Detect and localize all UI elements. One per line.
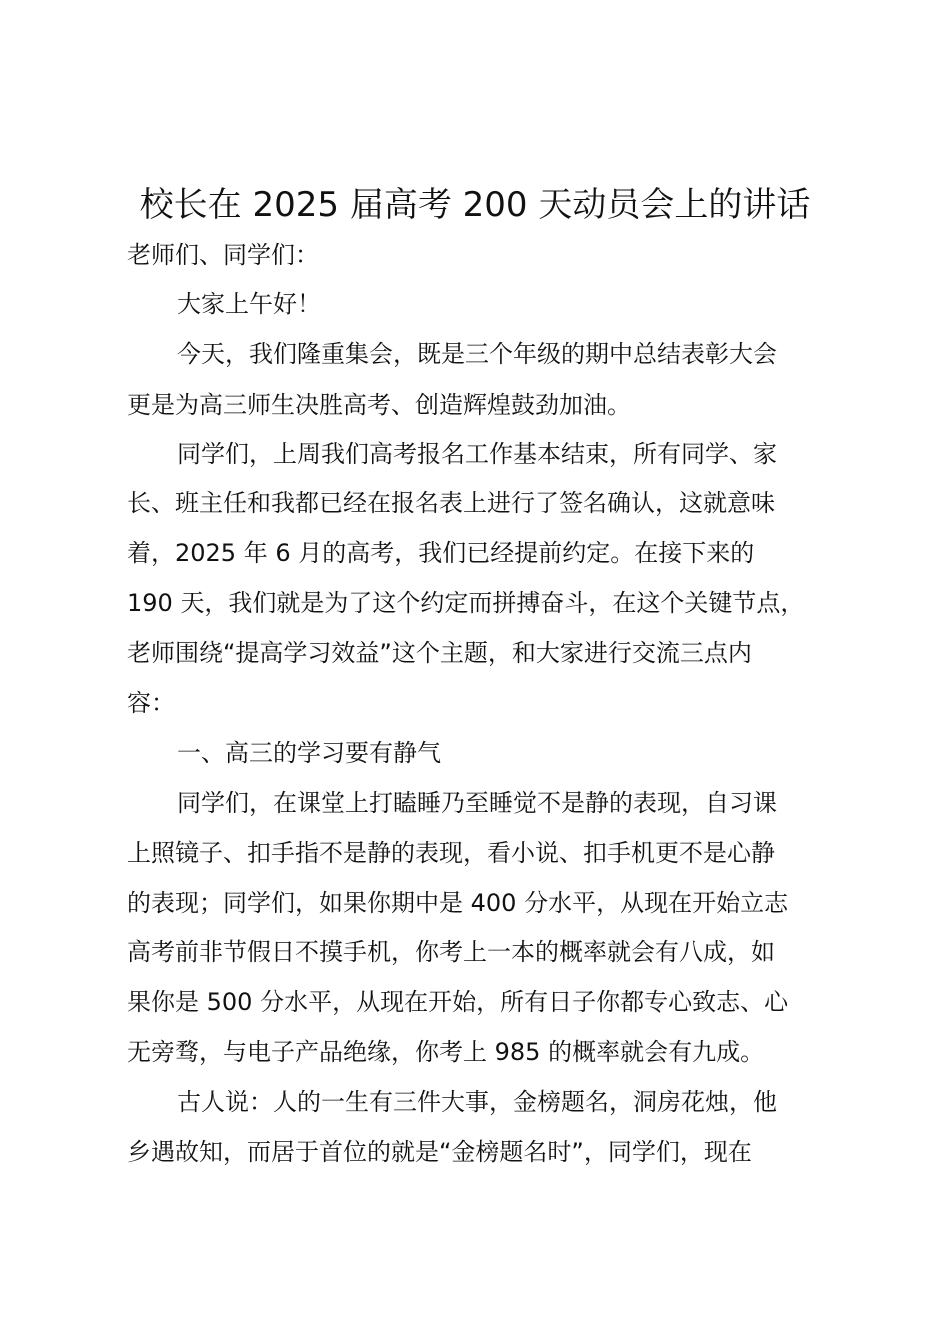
body-line: 高考前非节假日不摸手机，你考上一本的概率就会有八成，如	[127, 938, 775, 966]
body-line: 无旁骛，与电子产品绝缘，你考上 985 的概率就会有九成。	[127, 1038, 765, 1066]
document-title: 校长在 2025 届高考 200 天动员会上的讲话	[139, 185, 811, 225]
body-line: 更是为高三师生决胜高考、创造辉煌鼓劲加油。	[127, 391, 631, 419]
body-line: 容：	[127, 689, 175, 717]
body-line: 着，2025 年 6 月的高考，我们已经提前约定。在接下来的	[127, 539, 755, 567]
body-line: 190 天，我们就是为了这个约定而拼搏奋斗，在这个关键节点，	[127, 589, 805, 617]
body-line: 乡遇故知，而居于首位的就是“金榜题名时”，同学们，现在	[127, 1138, 752, 1166]
body-line: 长、班主任和我都已经在报名表上进行了签名确认，这就意味	[127, 489, 775, 517]
greeting-line: 大家上午好！	[177, 290, 321, 318]
body-line: 今天，我们隆重集会，既是三个年级的期中总结表彰大会	[177, 340, 777, 368]
body-line: 上照镜子、扣手指不是静的表现，看小说、扣手机更不是心静	[127, 839, 775, 867]
body-line: 果你是 500 分水平，从现在开始，所有日子你都专心致志、心	[127, 988, 789, 1016]
body-line: 古人说：人的一生有三件大事，金榜题名，洞房花烛，他	[177, 1088, 777, 1116]
body-line: 同学们，上周我们高考报名工作基本结束，所有同学、家	[177, 440, 777, 468]
body-line: 的表现；同学们，如果你期中是 400 分水平，从现在开始立志	[127, 889, 789, 917]
body-line: 同学们，在课堂上打瞌睡乃至睡觉不是静的表现，自习课	[177, 789, 777, 817]
salutation-line: 老师们、同学们：	[127, 241, 319, 269]
body-line: 老师围绕“提高学习效益”这个主题，和大家进行交流三点内	[127, 639, 752, 667]
section-heading: 一、高三的学习要有静气	[177, 739, 441, 767]
